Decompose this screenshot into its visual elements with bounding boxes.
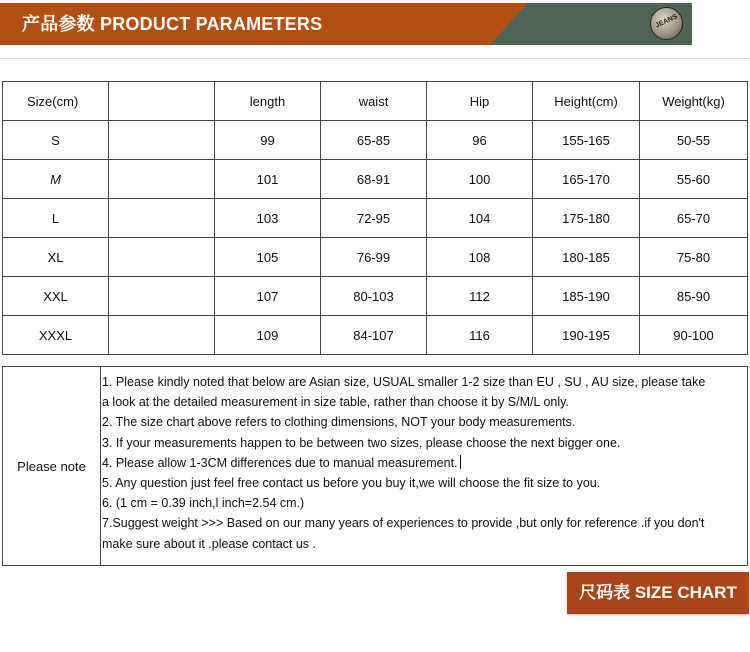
cell-length: 105 <box>215 238 321 277</box>
cell-weight: 55-60 <box>640 160 748 199</box>
note-line-4 <box>102 453 745 473</box>
table-row <box>3 121 748 160</box>
cell-height: 175-180 <box>533 199 640 238</box>
cell-weight: 85-90 <box>640 277 748 316</box>
cell-weight: 50-55 <box>640 121 748 160</box>
cell-waist: 72-95 <box>321 199 427 238</box>
text-cursor <box>460 455 462 469</box>
notes-body <box>101 367 748 566</box>
header-hip: Hip <box>427 82 533 121</box>
size-chart-badge: 尺码表 SIZE CHART <box>567 572 749 614</box>
notes-table <box>2 366 748 566</box>
cell-waist: 84-107 <box>321 316 427 355</box>
cell-height: 185-190 <box>533 277 640 316</box>
size-table <box>2 81 748 355</box>
note-line: 5. Any question just feel free contact us before you buy it,we will choose the fit size to you. <box>102 476 601 491</box>
cell-size: S <box>3 121 109 160</box>
header-length: length <box>215 82 321 121</box>
cell-height: 155-165 <box>533 121 640 160</box>
cell-height: 190-195 <box>533 316 640 355</box>
header-size: Size(cm) <box>3 82 109 121</box>
cell-length: 101 <box>215 160 321 199</box>
cell-blank <box>109 316 215 355</box>
cell-blank <box>109 238 215 277</box>
cell-weight: 90-100 <box>640 316 748 355</box>
cell-length: 103 <box>215 199 321 238</box>
cell-hip: 104 <box>427 199 533 238</box>
cell-size: XL <box>3 238 109 277</box>
cell-hip: 112 <box>427 277 533 316</box>
note-line: 2. The size chart above refers to clothing dimensions, NOT your body measurements. <box>102 415 576 430</box>
banner-title: 产品参数 PRODUCT PARAMETERS <box>22 14 323 34</box>
cell-blank <box>109 199 215 238</box>
cell-hip: 96 <box>427 121 533 160</box>
cell-blank <box>109 121 215 160</box>
note-line: 7.Suggest weight >>> Based on our many years of experiences to provide ,but only for reference .if you don't <box>102 516 705 531</box>
cell-length: 99 <box>215 121 321 160</box>
cell-size: M <box>3 160 109 199</box>
cell-length: 109 <box>215 316 321 355</box>
cell-size: XXXL <box>3 316 109 355</box>
note-line: 6. (1 cm = 0.39 inch,l inch=2.54 cm.) <box>102 496 305 511</box>
note-line: 1. Please kindly noted that below are Asian size, USUAL smaller 1-2 size than EU , SU , AU size, please take <box>102 375 706 389</box>
cell-hip: 108 <box>427 238 533 277</box>
note-line: 3. If your measurements happen to be between two sizes, please choose the next bigger one. <box>102 435 621 450</box>
table-row <box>3 238 748 277</box>
notes-label: Please note <box>3 367 101 566</box>
cell-weight: 75-80 <box>640 238 748 277</box>
note-line: a look at the detailed measurement in size table, rather than choose it by S/M/L only. <box>102 395 569 410</box>
jeans-badge-icon <box>650 7 683 40</box>
cell-height: 165-170 <box>533 160 640 199</box>
table-header-row <box>3 82 748 121</box>
table-row <box>3 316 748 355</box>
cell-blank <box>109 160 215 199</box>
cell-size: L <box>3 199 109 238</box>
header-height: Height(cm) <box>533 82 640 121</box>
divider <box>0 58 750 59</box>
note-line: make sure about it .please contact us . <box>102 536 317 551</box>
cell-length: 107 <box>215 277 321 316</box>
cell-waist: 80-103 <box>321 277 427 316</box>
cell-hip: 100 <box>427 160 533 199</box>
cell-waist: 68-91 <box>321 160 427 199</box>
header-weight: Weight(kg) <box>640 82 748 121</box>
jeans-badge-text: JEANS <box>654 13 679 30</box>
cell-hip: 116 <box>427 316 533 355</box>
header-banner <box>0 3 692 45</box>
table-row <box>3 277 748 316</box>
cell-waist: 65-85 <box>321 121 427 160</box>
table-row <box>3 199 748 238</box>
cell-waist: 76-99 <box>321 238 427 277</box>
header-blank <box>109 82 215 121</box>
header-waist: waist <box>321 82 427 121</box>
table-row <box>3 160 748 199</box>
cell-height: 180-185 <box>533 238 640 277</box>
cell-blank <box>109 277 215 316</box>
note-line-text: 4. Please allow 1-3CM differences due to manual measurement. <box>102 455 458 470</box>
cell-size: XXL <box>3 277 109 316</box>
cell-weight: 65-70 <box>640 199 748 238</box>
